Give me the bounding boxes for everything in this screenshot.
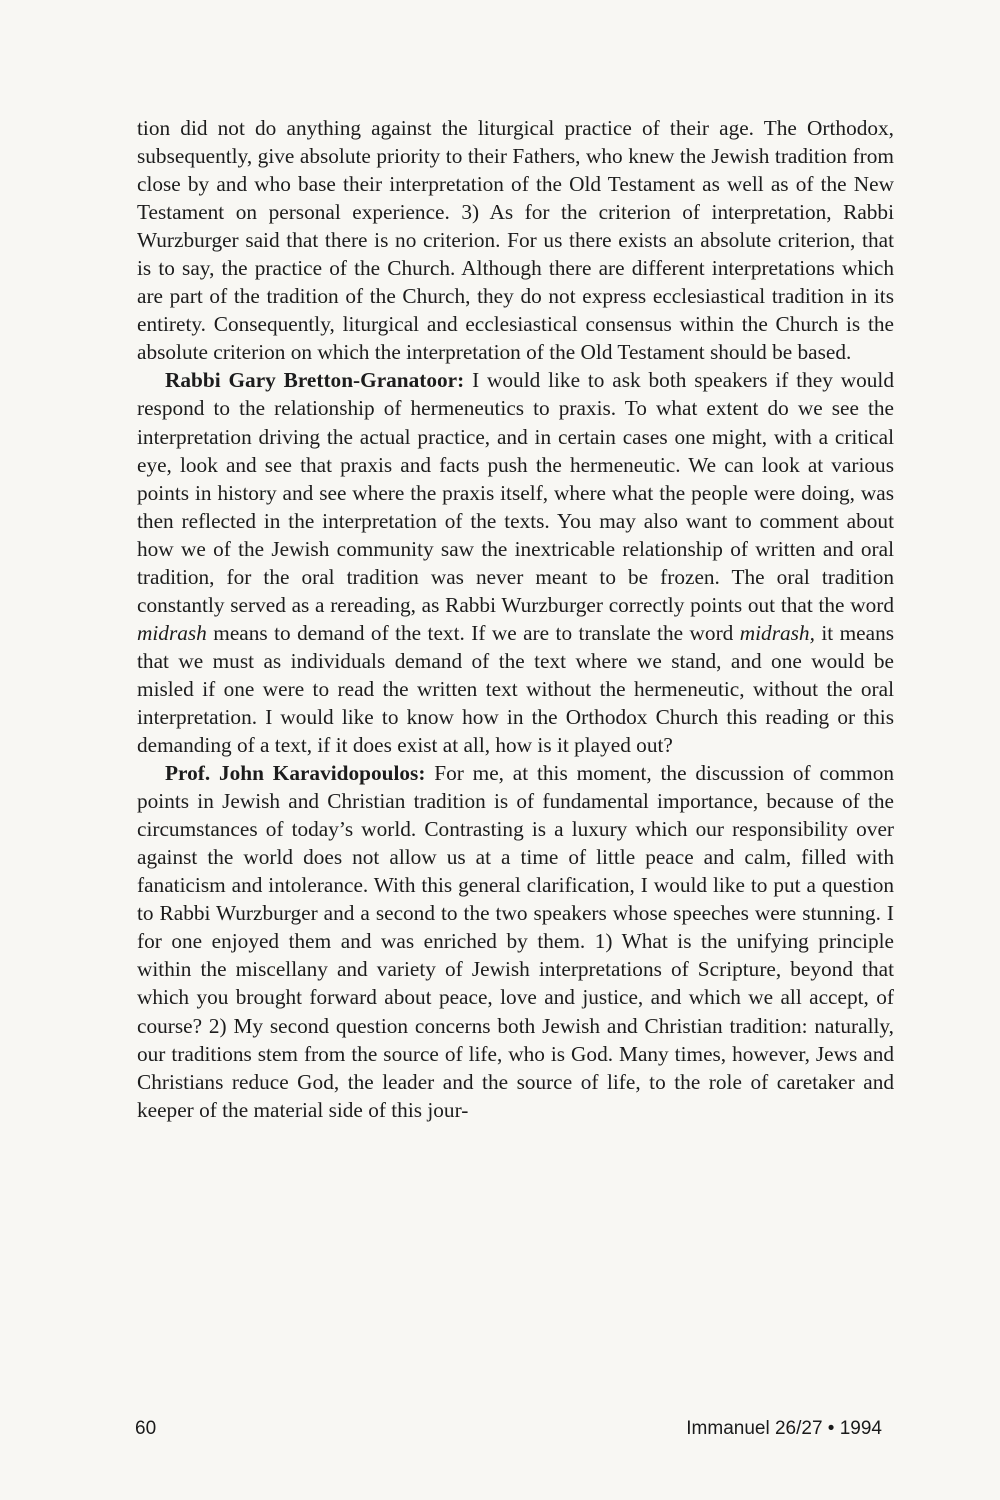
body-text <box>137 114 894 1124</box>
paragraph-3-text: For me, at this moment, the discussion of common points in Jewish and Christian tradition is of fundamental importance, because of the circumstances of today’s world. Contrasting is a luxury which our responsibility over against the world does not allow us at a time of little peace and calm, filled with fanaticism and intolerance. With this general clarification, I would like to put a question to Rabbi Wurzburger and a second to the two speakers whose speeches were stunning. I for one enjoyed them and was enriched by them. 1) What is the unifying principle within the miscellany and variety of Jewish interpretations of Scripture, beyond that which you brought forward about peace, love and justice, and which we all accept, of course? 2) My second question concerns both Jewish and Christian tradition: naturally, our traditions stem from the source of life, who is God. Many times, however, Jews and Christians reduce God, the leader and the source of life, to the role of caretaker and keeper of the material side of this jour- <box>137 761 894 1122</box>
speaker-name: Rabbi Gary Bretton-Granatoor: <box>165 368 465 393</box>
speaker-name: Prof. John Karavidopoulos: <box>165 761 426 786</box>
page-number: 60 <box>135 1418 157 1439</box>
journal-citation: Immanuel 26/27 • 1994 <box>686 1418 882 1439</box>
paragraph-2-text-b: means to demand of the text. If we are to translate the word <box>206 620 740 645</box>
paragraph-2-text-c: it means that we must as individuals demand of the text where we stand, and one would be misled if one were to read the written text without the hermeneutic, without the oral interpretation. I would like to know how in the Orthodox Church this reading or this demanding of a text, if it does exist at all, how is it played out? <box>137 620 895 758</box>
paragraph-2 <box>137 366 894 759</box>
term-midrash: midrash <box>137 620 207 645</box>
term-midrash-2: midrash, <box>739 620 815 645</box>
paragraph-2-text-a: I would like to ask both speakers if they would respond to the relationship of hermeneutics to praxis. To what extent do we see the interpretation driving the actual practice, and in certain cases one might, with a critical eye, look and see that praxis and facts push the hermeneutic. We can look at various points in history and see where the praxis itself, where what the people were doing, was then reflected in the interpretation of the texts. You may also want to comment about how we of the Jewish community saw the inextricable relationship of written and oral tradition, for the oral tradition was never meant to be frozen. The oral tradition constantly served as a rereading, as Rabbi Wurzburger correctly points out that the word <box>137 368 894 617</box>
paragraph-1: tion did not do anything against the liturgical practice of their age. The Orthodox, subsequently, give absolute priority to their Fathers, who knew the Jewish tradition from close by and who base their interpretation of the Old Testament as well as of the New Testament on personal experience. 3) As for the criterion of interpretation, Rabbi Wurzburger said that there is no criterion. For us there exists an absolute criterion, that is to say, the practice of the Church. Although there are different interpretations which are part of the tradition of the Church, they do not express ecclesiastical tradition in its entirety. Consequently, liturgical and ecclesiastical consensus within the Church is the absolute criterion on which the interpretation of the Old Testament should be based. <box>137 116 894 365</box>
paragraph-3 <box>137 759 894 1124</box>
